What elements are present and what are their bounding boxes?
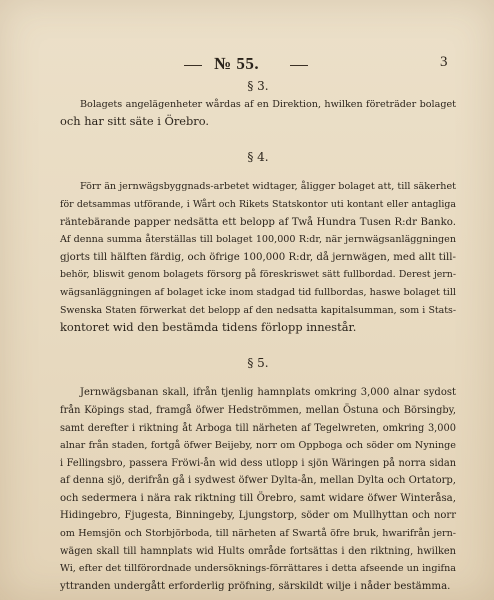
text-line: räntebärande papper nedsätta ett belopp af Twå Hundra Tusen R:dr Banko.: [60, 216, 456, 228]
document-number: № 55.: [214, 54, 260, 73]
text-line: Bolagets angelägenheter wårdas af en Direktion, hwilken företräder bolaget: [80, 98, 456, 110]
text-line: yttranden undergått erforderlig pröfning, särskildt wilje i nåder bestämma.: [60, 580, 451, 592]
section-heading-5: § 5.: [247, 355, 269, 370]
text-line: Wi, efter det tillförordnade undersöknings-förrättares i detta afseende un ingifna: [60, 563, 456, 575]
text-line: om Hemsjön och Storbjörboda, till närheten af Swartå öfre bruk, hwarifrån jern-: [60, 528, 456, 540]
text-line: alnar från staden, fortgå öfwer Beijeby, norr om Oppboga och söder om Nyninge: [60, 440, 456, 452]
text-line: Hidingebro, Fjugesta, Binningeby, Ljungstorp, söder om Mullhyttan och norr: [60, 510, 456, 522]
text-line: i Fellingsbro, passera Fröwi-ån wid dess utlopp i sjön Wäringen på norra sidan: [60, 457, 456, 469]
page-number: 3: [440, 54, 448, 70]
text-line: gjorts till hälften färdig, och öfrige 100,000 R:dr, då jernwägen, med allt till-: [60, 251, 456, 263]
section-heading-4: § 4.: [247, 149, 269, 164]
section-5-paragraph: [60, 384, 456, 595]
text-line: för detsammas utförande, i Wårt och Rikets Statskontor uti kontant eller antagliga: [60, 198, 456, 210]
text-line: af denna sjö, derifrån gå i sydwest öfwer Dylta-ån, mellan Dylta och Ortatorp,: [60, 475, 456, 487]
document-body: [60, 78, 456, 595]
text-line: samt derefter i riktning åt Arboga till närheten af Tegelwreten, omkring 3,000: [60, 422, 456, 434]
text-line: Förr än jernwägsbyggnads-arbetet widtager, åligger bolaget att, till säkerhet: [80, 181, 456, 193]
section-heading-3: § 3.: [247, 79, 269, 93]
text-line: Swenska Staten förwerkat det belopp af den nedsatta kapitalsumman, som i Stats-: [60, 304, 456, 316]
header-dash-left: [184, 65, 202, 66]
section-3-paragraph: [60, 96, 456, 131]
page-header: [0, 52, 494, 76]
text-line: och har sitt säte i Örebro.: [60, 114, 210, 129]
text-line: behör, bliswit genom bolagets försorg på föreskriswet sätt fullbordad. Derest jern-: [60, 269, 456, 281]
text-line: Af denna summa återställas till bolaget 100,000 R:dr, när jernwägsanläggningen: [60, 234, 456, 246]
header-dash-right: [290, 65, 308, 66]
text-line: från Köpings stad, framgå öfwer Hedströmmen, mellan Östuna och Börsingby,: [60, 404, 456, 416]
text-line: wägen skall till hamnplats wid Hults område fortsättas i den riktning, hwilken: [60, 545, 456, 557]
text-line: Jernwägsbanan skall, ifrån tjenlig hamnplats omkring 3,000 alnar sydost: [80, 387, 456, 399]
text-line: wägsanläggningen af bolaget icke inom stadgad tid fullbordas, haswe bolaget till: [60, 286, 456, 298]
text-line: och sedermera i nära rak riktning till Örebro, samt widare öfwer Winteråsa,: [60, 492, 456, 504]
text-line: kontoret wid den bestämda tidens förlopp innestår.: [60, 320, 357, 335]
section-4-paragraph: [60, 178, 456, 336]
